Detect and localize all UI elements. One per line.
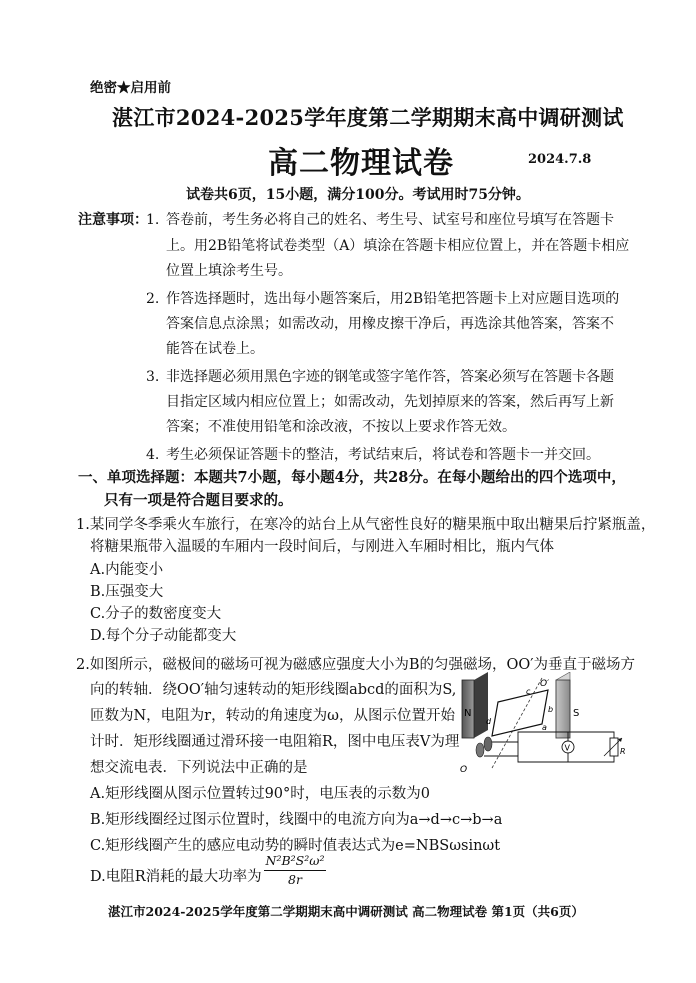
notice-line: 位置上填涂考生号。 [166,263,292,279]
label-v: V [564,743,570,753]
section-heading-cont: 只有一项是符合题目要求的。 [104,492,293,509]
notice-label: 注意事项： [78,212,148,228]
notice-item-number: 3. [146,369,160,385]
subject-title: 高二物理试卷 [268,146,454,181]
slip-ring [476,743,484,757]
notice-item-number: 2. [146,291,160,307]
confidential-label: 绝密★启用前 [90,80,171,96]
label-n: N [464,708,472,719]
option-d: D.每个分子动能都变大 [90,628,237,644]
option-c: C.分子的数密度变大 [90,606,222,622]
label-d: d [486,717,492,726]
label-r: R [620,747,626,756]
option-b: B.压强变大 [90,584,164,600]
exam-date: 2024.7.8 [528,152,592,167]
label-c: c [526,687,531,696]
circuit-wire [492,732,614,742]
notice-line: 非选择题必须用黑色字迹的钢笔或签字笔作答，答案必须写在答题卡各题 [166,369,614,385]
exam-title: 湛江市2024-2025学年度第二学期期末高中调研测试 [112,105,624,130]
label-a: a [542,723,547,732]
label-s: S [573,708,580,719]
notice-line: 目指定区域内相应位置上；如需改动，先划掉原来的答案，然后再写上新 [166,394,614,410]
coil [492,690,548,736]
generator-figure [452,672,628,776]
question-stem: 向的转轴．绕OO′轴匀速转动的矩形线圈abcd的面积为S, [90,682,457,698]
option-a: A.内能变小 [90,562,164,578]
option-d: D.电阻R消耗的最大功率为 [90,869,262,885]
exam-info: 试卷共6页，15小题，满分100分。考试用时75分钟。 [186,187,530,203]
south-pole-magnet [556,672,579,738]
circuit-wire [484,754,614,762]
label-o-bottom: O [460,765,468,775]
notice-line: 上。用2B铅笔将试卷类型（A）填涂在答题卡相应位置上，并在答题卡相应 [166,238,630,254]
question-stem: 将糖果瓶带入温暖的车厢内一段时间后，与刚进入车厢时相比，瓶内气体 [90,539,554,555]
question-stem: 2.如图所示，磁极间的磁场可视为磁感应强度大小为B的匀强磁场，OO′为垂直于磁场方 [76,657,636,673]
north-pole-magnet [462,672,488,738]
formula-numerator: N²B²S²ω² [265,853,325,868]
notice-line: 答卷前，考生务必将自己的姓名、考生号、试室号和座位号填写在答题卡 [166,212,614,228]
notice-line: 答案；不准使用铅笔和涂改液，不按以上要求作答无效。 [166,419,516,435]
formula-denominator: 8r [288,872,302,887]
notice-line: 考生必须保证答题卡的整洁，考试结束后，将试卷和答题卡一并交回。 [166,447,600,463]
question-stem: 匝数为N，电阻为r，转动的角速度为ω，从图示位置开始 [90,708,455,724]
notice-item-number: 1. [146,212,160,228]
question-stem: 1.某同学冬季乘火车旅行，在寒冷的站台上从气密性良好的糖果瓶中取出糖果后拧紧瓶盖， [76,517,656,533]
rotation-axis [492,678,542,768]
label-o-top: O′ [540,679,550,689]
option-b: B.矩形线圈经过图示位置时，线圈中的电流方向为a→d→c→b→a [90,812,503,828]
question-stem: 计时．矩形线圈通过滑环接一电阻箱R，图中电压表V为理 [90,734,460,750]
question-stem: 想交流电表．下列说法中正确的是 [90,760,308,776]
notice-line: 作答选择题时，选出每小题答案后，用2B铅笔把答题卡上对应题目选项的 [166,291,620,307]
notice-item-number: 4. [146,447,160,463]
slip-ring [484,737,492,751]
notice-line: 能答在试卷上。 [166,341,264,357]
option-a: A.矩形线圈从图示位置转过90°时，电压表的示数为0 [90,786,431,802]
fraction-bar [264,870,326,871]
label-b: b [548,705,554,714]
option-c: C.矩形线圈产生的感应电动势的瞬时值表达式为e=NBSωsinωt [90,838,501,854]
section-heading: 一、单项选择题：本题共7小题，每小题4分，共28分。在每小题给出的四个选项中， [78,469,626,486]
notice-line: 答案信息点涂黑；如需改动，用橡皮擦干净后，再选涂其他答案，答案不 [166,316,614,332]
resistor-box [610,738,618,756]
page-footer: 湛江市2024-2025学年度第二学期期末高中调研测试 高二物理试卷 第1页（共6页） [108,904,584,919]
